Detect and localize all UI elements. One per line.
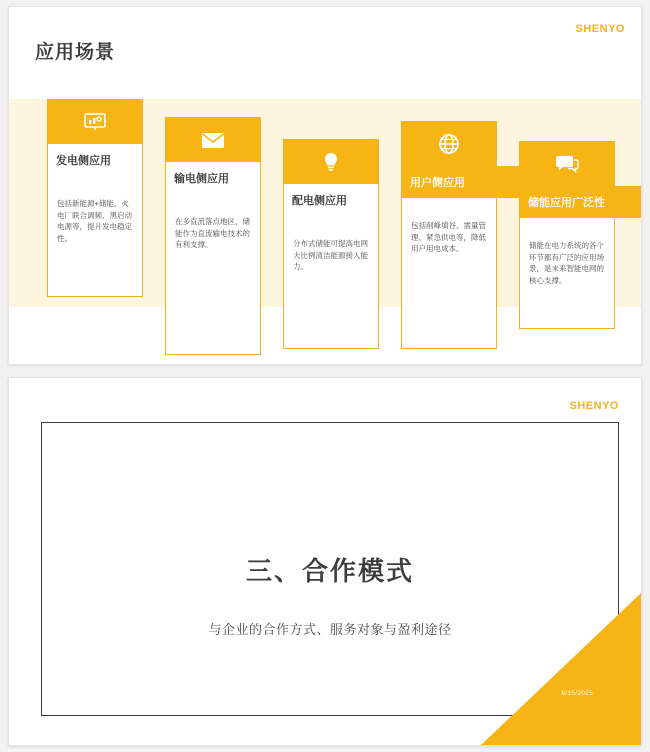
card-label: 输电侧应用 bbox=[174, 173, 229, 185]
envelope-icon bbox=[166, 118, 260, 162]
slide-cooperation-model[interactable] bbox=[8, 377, 642, 746]
section-subheading: 与企业的合作方式、服务对象与盈利途径 bbox=[208, 622, 452, 638]
card-user-side[interactable] bbox=[401, 121, 497, 349]
card-label: 用户侧应用 bbox=[402, 166, 526, 198]
slide-application-scenarios[interactable] bbox=[8, 6, 642, 365]
card-group bbox=[37, 99, 633, 339]
card-power-generation[interactable] bbox=[47, 99, 143, 297]
card-label: 储能应用广泛性 bbox=[520, 186, 642, 218]
card-label: 配电侧应用 bbox=[292, 195, 347, 207]
card-broad-application[interactable] bbox=[519, 141, 615, 329]
presentation-chart-icon bbox=[48, 100, 142, 144]
brand-logo: SHENYO bbox=[569, 400, 619, 413]
card-transmission[interactable] bbox=[165, 117, 261, 355]
card-body: 包括削峰填谷、需量管理、紧急供电等，降低用户用电成本。 bbox=[411, 221, 486, 254]
slide-date: 6/15/2025 bbox=[561, 690, 593, 697]
decorative-triangle bbox=[481, 593, 641, 745]
card-distribution[interactable] bbox=[283, 139, 379, 349]
card-body: 储能在电力系统的各个环节都有广泛的应用场景，是未来智能电网的核心支撑。 bbox=[529, 241, 604, 285]
card-body: 包括新能源+储能、火电厂联合调频、黑启动电源等，提升发电稳定性。 bbox=[57, 199, 132, 243]
globe-icon bbox=[402, 122, 496, 166]
brand-logo: SHENYO bbox=[575, 23, 625, 35]
card-body: 分布式储能可提高电网大比例清洁能源接入能力。 bbox=[293, 239, 368, 272]
chat-bubble-icon bbox=[520, 142, 614, 186]
lightbulb-icon bbox=[284, 140, 378, 184]
card-body: 在多直流落点地区，储能作为直流输电技术的有利支撑。 bbox=[175, 217, 250, 250]
section-heading: 三、合作模式 bbox=[245, 556, 414, 587]
card-label: 发电侧应用 bbox=[56, 155, 111, 167]
page-title: 应用场景 bbox=[35, 42, 116, 63]
